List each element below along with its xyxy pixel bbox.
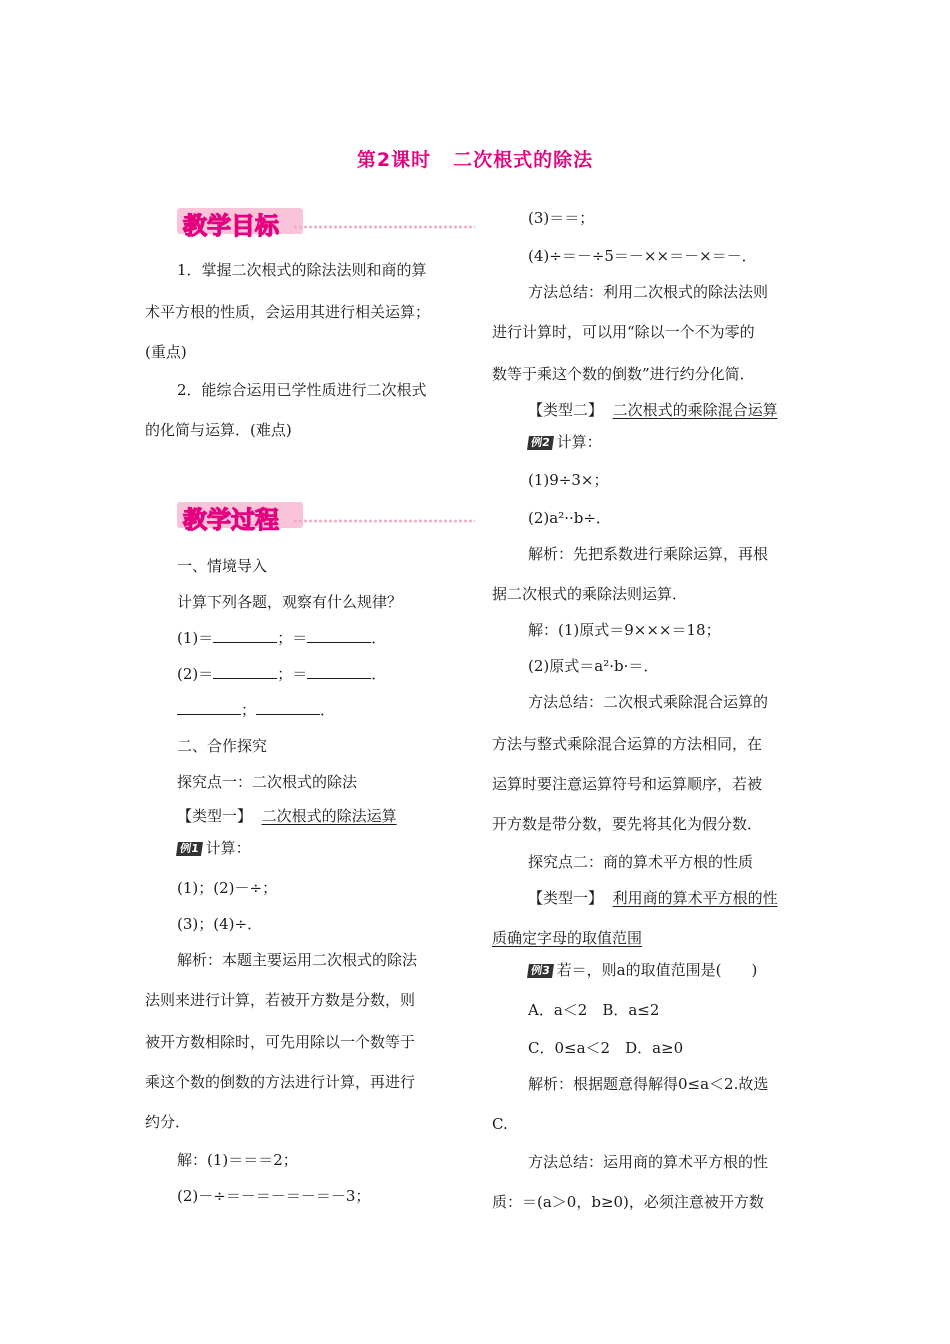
method-summary-1-line-2: 进行计算时，可以用“除以一个不为零的 <box>492 323 755 341</box>
type-title: 二次根式的乘除混合运算 <box>612 401 778 419</box>
page-title <box>0 145 950 172</box>
type-title: 质确定字母的取值范围 <box>492 929 643 947</box>
lesson-topic: 二次根式的除法 <box>453 149 594 171</box>
solution-1-line-3: (3)＝＝； <box>528 209 595 227</box>
analysis-3-line-1: 解析：根据题意得解得0≤a＜2.故选 <box>528 1075 769 1093</box>
explore-point-2: 探究点二：商的算术平方根的性质 <box>528 853 754 871</box>
method-summary-2-line-4: 开方数是带分数，要先将其化为假分数． <box>492 815 763 833</box>
lesson-number: 第2课时 <box>356 149 432 171</box>
options-row-2: C．0≤a＜2 D．a≥0 <box>528 1039 684 1057</box>
example-1-items-b: (3)；(4)÷． <box>177 915 263 933</box>
exercise-row-3 <box>177 700 335 720</box>
analysis-1-line-4: 乘这个数的倒数的方法进行计算，再进行 <box>145 1073 416 1091</box>
exercise-row-2 <box>177 664 386 684</box>
type-3-heading <box>528 888 778 908</box>
goal-2-line-2: 的化简与运算．(难点) <box>145 421 292 439</box>
solution-1-line-1: 解：(1)＝＝＝2； <box>177 1151 298 1169</box>
exercise-text: ． <box>320 701 336 719</box>
options-row-1: A．a＜2 B．a≤2 <box>528 1001 660 1019</box>
goal-1-line-3: (重点) <box>145 343 187 361</box>
answer-blank <box>213 664 277 679</box>
analysis-2-line-2: 据二次根式的乘除法则运算． <box>492 585 688 603</box>
exercise-text: ． <box>371 629 387 647</box>
exercise-text: (2)＝ <box>177 665 214 683</box>
method-summary-2-line-2: 方法与整式乘除混合运算的方法相同，在 <box>492 735 763 753</box>
exercise-row-1 <box>177 628 386 648</box>
type-2-heading <box>528 400 778 420</box>
example-prompt: 若＝，则a的取值范围是( ) <box>556 961 758 979</box>
example-badge: 例3 <box>527 964 554 978</box>
banner-dots <box>293 518 475 524</box>
type-tag: 【类型一】 <box>177 807 253 825</box>
answer-blank <box>307 628 371 643</box>
exercise-text: ；＝ <box>277 629 308 647</box>
exercise-text: (1)＝ <box>177 629 214 647</box>
method-summary-1-line-3: 数等于乘这个数的倒数”进行约分化简． <box>492 365 755 383</box>
type-tag: 【类型一】 <box>528 889 604 907</box>
example-2-heading <box>528 432 602 452</box>
type-1-heading <box>177 806 397 826</box>
method-summary-3-line-1: 方法总结：运用商的算术平方根的性 <box>528 1153 769 1171</box>
analysis-2-line-1: 解析：先把系数进行乘除运算，再根 <box>528 545 769 563</box>
exercise-text: ； <box>241 701 257 719</box>
solution-1-line-2: (2)－÷＝－＝－＝－＝－3； <box>177 1187 371 1205</box>
section-banner-goals <box>145 206 475 242</box>
example-2-item-1: (1)9÷3×； <box>528 471 609 489</box>
section-banner-process <box>145 500 475 536</box>
method-summary-1-line-1: 方法总结：利用二次根式的除法法则 <box>528 283 769 301</box>
type-3-heading-cont <box>492 928 642 948</box>
banner-dots <box>293 224 475 230</box>
example-1-heading <box>177 838 251 858</box>
type-title: 二次根式的除法运算 <box>261 807 397 825</box>
example-badge: 例1 <box>176 842 203 856</box>
heading-situation: 一、情境导入 <box>177 557 268 575</box>
analysis-3-line-2: C. <box>492 1115 508 1133</box>
solution-2-line-1: 解：(1)原式＝9×××＝18； <box>528 621 721 639</box>
analysis-1-line-3: 被开方数相除时，可先用除以一个数等于 <box>145 1033 416 1051</box>
intro-question: 计算下列各题，观察有什么规律？ <box>177 593 403 611</box>
type-title: 利用商的算术平方根的性 <box>612 889 778 907</box>
solution-1-line-4: (4)÷＝－÷5＝－××＝－×＝－． <box>528 247 757 265</box>
example-prompt: 计算： <box>556 433 602 451</box>
banner-label: 教学目标 <box>183 212 279 240</box>
type-tag: 【类型二】 <box>528 401 604 419</box>
goal-1-line-1: 1．掌握二次根式的除法法则和商的算 <box>177 261 427 279</box>
method-summary-2-line-1: 方法总结：二次根式乘除混合运算的 <box>528 693 769 711</box>
example-prompt: 计算： <box>205 839 251 857</box>
exercise-text: ；＝ <box>277 665 308 683</box>
exercise-text: ． <box>371 665 387 683</box>
example-badge: 例2 <box>527 436 554 450</box>
banner-label: 教学过程 <box>183 506 279 534</box>
analysis-1-line-1: 解析：本题主要运用二次根式的除法 <box>177 951 418 969</box>
example-3-heading <box>528 960 757 980</box>
example-2-item-2: (2)a²··b÷． <box>528 509 611 527</box>
explore-point-1: 探究点一：二次根式的除法 <box>177 773 358 791</box>
goal-2-line-1: 2．能综合运用已学性质进行二次根式 <box>177 381 427 399</box>
analysis-1-line-5: 约分． <box>145 1113 191 1131</box>
goal-1-line-2: 术平方根的性质，会运用其进行相关运算； <box>145 303 431 321</box>
solution-2-line-2: (2)原式＝a²·b·＝． <box>528 657 659 675</box>
example-1-items-a: (1)；(2)－÷； <box>177 879 278 897</box>
answer-blank <box>213 628 277 643</box>
heading-cooperative: 二、合作探究 <box>177 737 268 755</box>
answer-blank <box>256 700 320 715</box>
answer-blank <box>307 664 371 679</box>
analysis-1-line-2: 法则来进行计算，若被开方数是分数，则 <box>145 991 416 1009</box>
method-summary-3-line-2: 质：＝(a＞0，b≥0)，必须注意被开方数 <box>492 1193 764 1211</box>
method-summary-2-line-3: 运算时要注意运算符号和运算顺序，若被 <box>492 775 763 793</box>
answer-blank <box>177 700 241 715</box>
